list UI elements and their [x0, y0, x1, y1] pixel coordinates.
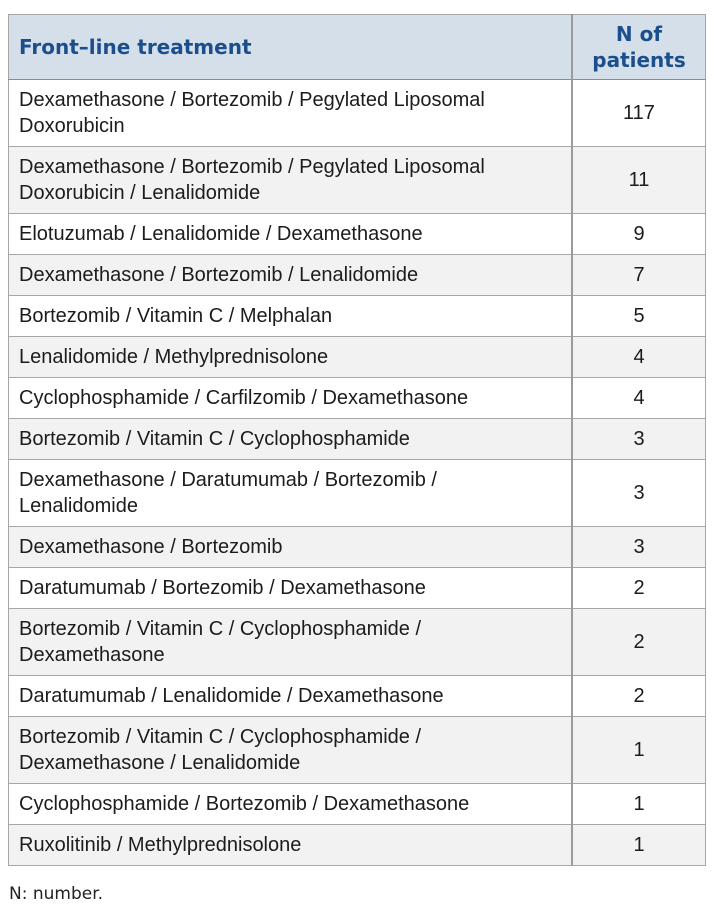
- treatment-cell: Ruxolitinib / Methylprednisolone: [9, 825, 573, 866]
- treatment-cell: Dexamethasone / Bortezomib / Pegylated Liposomal Doxorubicin: [9, 80, 573, 147]
- n-of-patients-cell: 4: [572, 337, 706, 378]
- n-of-patients-cell: 2: [572, 609, 706, 676]
- table-row: [9, 378, 706, 419]
- n-of-patients-cell: 3: [572, 419, 706, 460]
- n-of-patients-cell: 4: [572, 378, 706, 419]
- treatment-cell: Cyclophosphamide / Bortezomib / Dexamethasone: [9, 784, 573, 825]
- n-of-patients-cell: 2: [572, 568, 706, 609]
- treatment-cell: Bortezomib / Vitamin C / Cyclophosphamide / Dexamethasone / Lenalidomide: [9, 717, 573, 784]
- table-row: [9, 419, 706, 460]
- treatment-cell: Bortezomib / Vitamin C / Cyclophosphamide / Dexamethasone: [9, 609, 573, 676]
- table-row: [9, 147, 706, 214]
- n-of-patients-cell: 1: [572, 825, 706, 866]
- treatment-cell: Elotuzumab / Lenalidomide / Dexamethasone: [9, 214, 573, 255]
- n-of-patients-cell: 11: [572, 147, 706, 214]
- table-row: [9, 527, 706, 568]
- table-body: [9, 80, 706, 866]
- footnote: N: number.: [9, 884, 104, 904]
- n-of-patients-cell: 3: [572, 527, 706, 568]
- table-row: [9, 568, 706, 609]
- n-of-patients-cell: 2: [572, 676, 706, 717]
- n-of-patients-cell: 7: [572, 255, 706, 296]
- table-row: [9, 255, 706, 296]
- n-of-patients-cell: 1: [572, 717, 706, 784]
- table-row: [9, 609, 706, 676]
- table-row: [9, 784, 706, 825]
- n-of-patients-cell: 5: [572, 296, 706, 337]
- n-of-patients-cell: 1: [572, 784, 706, 825]
- treatment-cell: Bortezomib / Vitamin C / Cyclophosphamide: [9, 419, 573, 460]
- table-row: [9, 825, 706, 866]
- table-header-row: [9, 15, 706, 80]
- treatment-cell: Dexamethasone / Bortezomib: [9, 527, 573, 568]
- treatment-cell: Daratumumab / Bortezomib / Dexamethasone: [9, 568, 573, 609]
- n-of-patients-cell: 3: [572, 460, 706, 527]
- treatment-cell: Dexamethasone / Bortezomib / Lenalidomide: [9, 255, 573, 296]
- front-line-treatment-table: [8, 14, 706, 866]
- treatment-cell: Daratumumab / Lenalidomide / Dexamethasone: [9, 676, 573, 717]
- table-row: [9, 296, 706, 337]
- treatment-cell: Dexamethasone / Daratumumab / Bortezomib / Lenalidomide: [9, 460, 573, 527]
- treatment-cell: Lenalidomide / Methylprednisolone: [9, 337, 573, 378]
- treatment-cell: Dexamethasone / Bortezomib / Pegylated Liposomal Doxorubicin / Lenalidomide: [9, 147, 573, 214]
- n-of-patients-cell: 117: [572, 80, 706, 147]
- table-row: [9, 214, 706, 255]
- treatment-cell: Bortezomib / Vitamin C / Melphalan: [9, 296, 573, 337]
- column-header-front-line-treatment: Front–line treatment: [9, 15, 573, 80]
- table-row: [9, 717, 706, 784]
- table-row: [9, 460, 706, 527]
- table-row: [9, 676, 706, 717]
- n-of-patients-cell: 9: [572, 214, 706, 255]
- column-header-n-of-patients: N of patients: [572, 15, 706, 80]
- table-row: [9, 337, 706, 378]
- treatment-cell: Cyclophosphamide / Carfilzomib / Dexamethasone: [9, 378, 573, 419]
- table-row: [9, 80, 706, 147]
